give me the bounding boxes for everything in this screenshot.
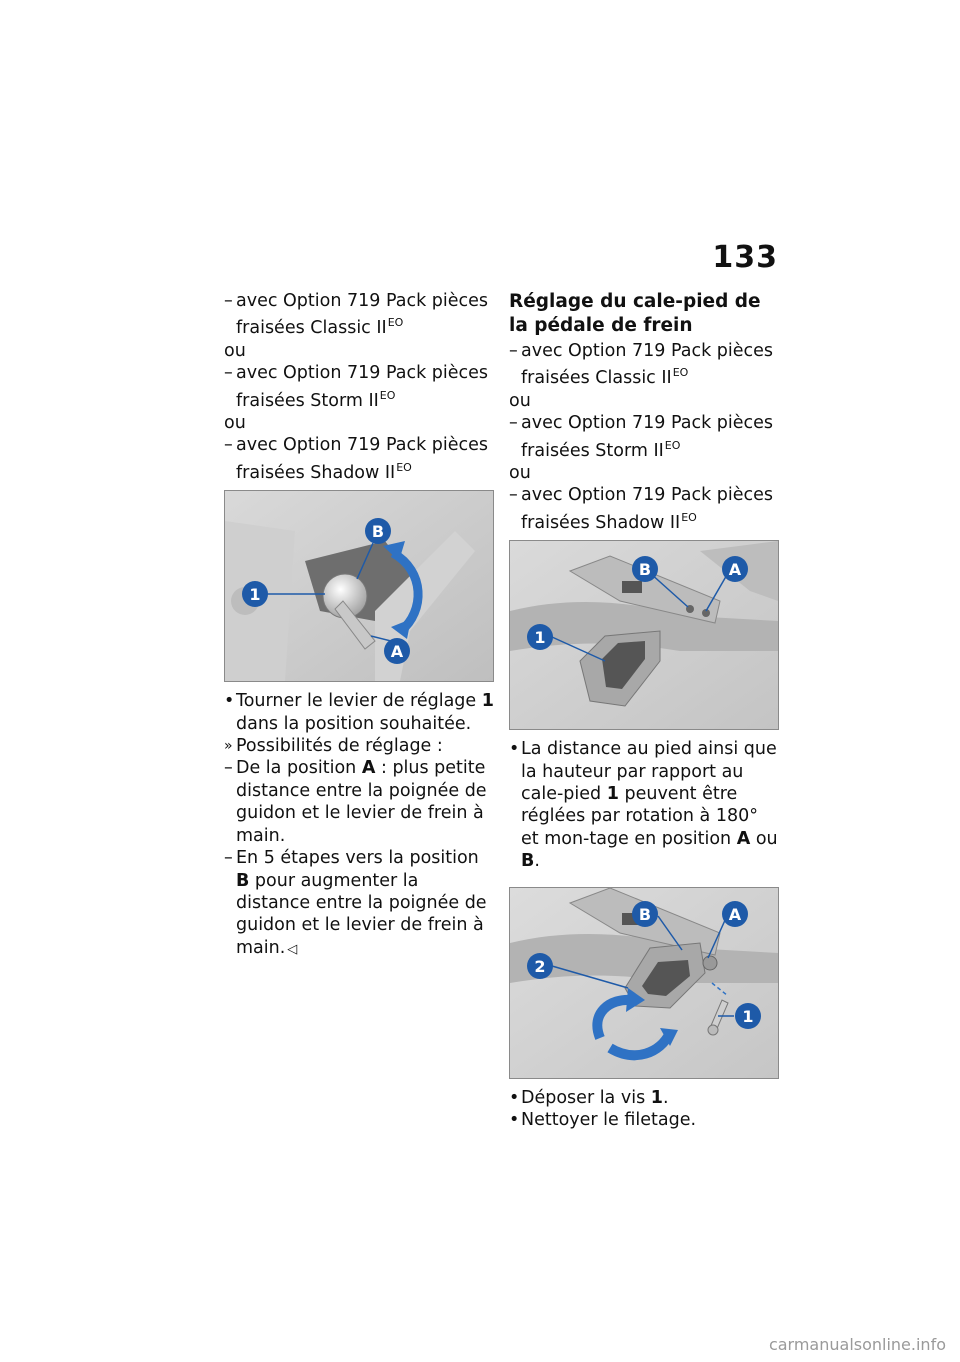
right-column [509,290,781,1132]
or-label: ou [509,390,531,411]
or-label: ou [224,340,246,361]
variant-shadow: – avec Option 719 Pack pièces fraisées Shadow $II^{EO}$ [224,434,496,484]
left-column [224,290,496,961]
callout-b: B [371,522,385,542]
result-adjustment-options: » Possibilités de réglage : [224,735,496,757]
variant-classic: – avec Option 719 Pack pièces fraisées Classic $II^{EO}$ [509,340,781,390]
page-number: 133 [712,240,778,275]
callout-1: 1 [742,1006,754,1026]
variant-storm: – avec Option 719 Pack pièces fraisées Storm $II^{EO}$ [509,412,781,462]
or-label: ou [224,413,246,434]
callout-b: B [638,560,652,580]
callout-2: 2 [534,956,546,976]
callout-b: B [638,904,652,924]
footrest-removal-figure [509,887,779,1079]
end-of-section-icon: ◁ [287,941,298,957]
variant-shadow: – avec Option 719 Pack pièces fraisées Shadow $II^{EO}$ [509,484,781,534]
watermark: carmanualsonline.info [768,1335,946,1354]
callout-1: 1 [534,628,546,648]
callout-1: 1 [249,585,261,605]
variant-storm: – avec Option 719 Pack pièces fraisées Storm $II^{EO}$ [224,362,496,412]
brake-lever-figure [224,490,494,682]
instruction-footrest-position: • La distance au pied ainsi que la hauteur par rapport au cale-pied 1 peuvent être réglées par rotation à 180° et mon-tage en position A ou B. [509,738,781,872]
callout-a: A [728,560,742,580]
callout-a: A [390,642,404,662]
instruction-clean-thread: • Nettoyer le filetage. [509,1109,781,1131]
instruction-remove-screw: • Déposer la vis 1. [509,1087,781,1109]
option-position-b: – En 5 étapes vers la position B pour augmenter la distance entre la poignée de guidon et le levier de frein à main. ◁ [224,847,496,961]
instruction-turn-lever: • Tourner le levier de réglage 1 dans la position souhaitée. [224,690,496,735]
callout-a: A [728,904,742,924]
footrest-figure [509,540,779,730]
variant-classic: – avec Option 719 Pack pièces fraisées Classic $II^{EO}$ [224,290,496,340]
or-label: ou [509,463,531,484]
section-heading: Réglage du cale-pied de la pédale de frein [509,291,761,336]
option-position-a: – De la position A : plus petite distance entre la poignée de guidon et le levier de frein à main. [224,757,496,847]
